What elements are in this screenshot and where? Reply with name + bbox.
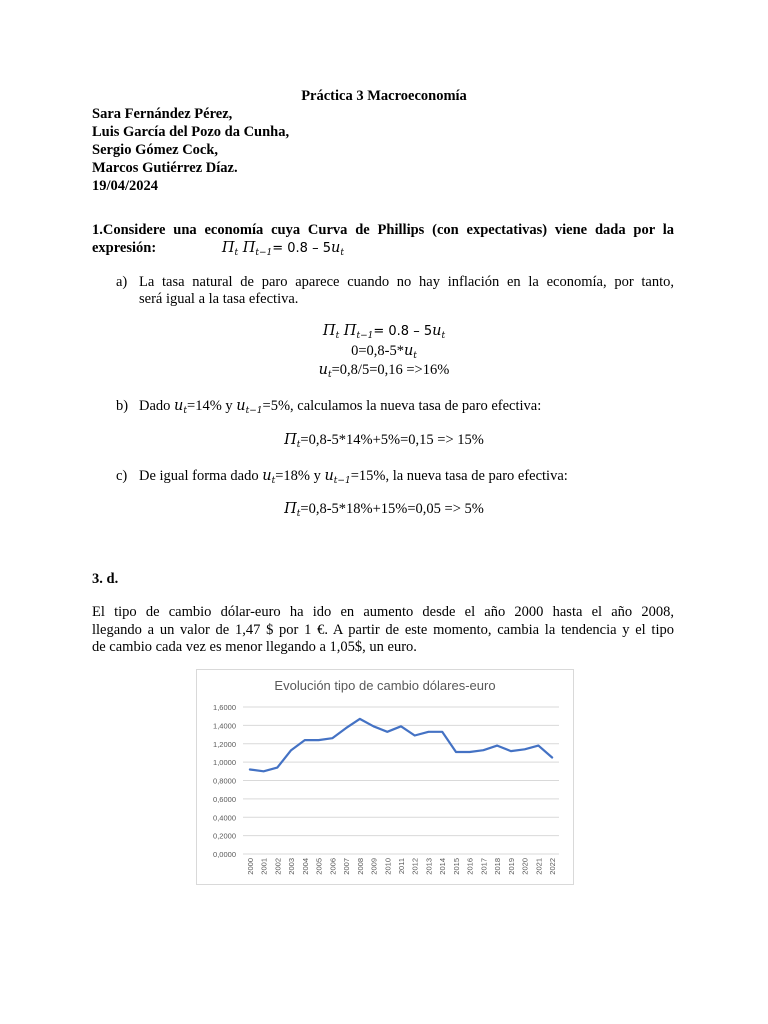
data-point	[304, 739, 306, 741]
author-name: Marcos Gutiérrez Díaz.	[92, 160, 238, 176]
data-point	[400, 725, 402, 727]
author-name: Sergio Gómez Cock,	[92, 142, 219, 158]
x-tick-label: 2011	[397, 858, 406, 875]
x-tick-label: 2020	[520, 858, 530, 875]
data-point	[538, 745, 540, 747]
x-tick-label: 2021	[534, 858, 544, 875]
chart-plot	[197, 670, 573, 884]
phillips-formula: $\Pi_t$ $\Pi_{t-1}= 0.8 - 5u_t$	[221, 240, 344, 258]
data-point	[510, 750, 512, 752]
data-point	[332, 737, 334, 739]
data-point	[496, 745, 498, 747]
q1-a-line2: será igual a la tasa efectiva.	[139, 291, 299, 307]
x-tick-label: 2014	[438, 858, 448, 875]
q1-b-eq: $\Pi_t=0,8-5*14\%+5\%=0,15 => 15\%$	[284, 432, 484, 450]
data-point	[414, 735, 416, 737]
data-point	[551, 757, 553, 759]
data-point	[277, 767, 279, 769]
q1-a-eq2: $0=0,8-5*u_t$	[351, 343, 417, 361]
x-tick-label: 2017	[479, 858, 489, 875]
q3-para-line2: llegando a un valor de 1,47 $ por 1 €. A partir de este momento, cambia la tendencia y el tipo	[92, 622, 674, 638]
q3-para-line3: de cambio cada vez es menor llegando a 1,05$, un euro.	[92, 639, 417, 655]
x-tick-label: 2019	[506, 858, 516, 875]
q1-intro-line2	[92, 240, 344, 258]
data-point	[345, 727, 347, 729]
y-tick-label: 1,2000	[213, 739, 236, 749]
x-tick-label: 2008	[355, 858, 365, 875]
data-point	[455, 751, 457, 753]
x-tick-label: 2006	[328, 858, 338, 875]
x-tick-label: 2016	[465, 858, 475, 875]
data-point	[441, 731, 443, 733]
q1-c-eq: $\Pi_t=0,8-5*18\%+15\%=0,05 => 5\%$	[284, 501, 484, 519]
x-tick-label: 2004	[300, 858, 310, 875]
data-point	[263, 771, 265, 773]
y-tick-label: 0,0000	[213, 850, 236, 859]
q1-intro-label: expresión:	[92, 240, 157, 256]
data-point	[290, 749, 292, 751]
page-title: Práctica 3 Macroeconomía	[301, 88, 467, 104]
document-date: 19/04/2024	[92, 178, 159, 194]
data-point	[524, 748, 526, 750]
y-tick-label: 1,0000	[213, 758, 236, 768]
data-point	[249, 769, 251, 771]
x-tick-label: 2018	[493, 858, 503, 875]
x-tick-label: 2003	[287, 858, 297, 875]
x-tick-label: 2000	[245, 858, 255, 875]
x-tick-label: 2010	[383, 858, 393, 875]
data-point	[386, 731, 388, 733]
y-tick-label: 0,8000	[213, 776, 236, 786]
y-tick-label: 1,4000	[213, 721, 236, 731]
data-point	[318, 739, 320, 741]
q1-a-line1: La tasa natural de paro aparece cuando no hay inflación en la economía, por tanto,	[139, 274, 674, 290]
q1-c-marker: c)	[116, 468, 128, 484]
q3-para-line1: El tipo de cambio dólar-euro ha ido en aumento desde el año 2000 hasta el año 2008,	[92, 604, 674, 620]
data-point	[469, 751, 471, 753]
exchange-rate-chart	[196, 669, 574, 885]
x-tick-label: 2012	[410, 858, 420, 875]
x-tick-label: 2009	[369, 858, 379, 875]
y-tick-label: 0,6000	[213, 794, 236, 804]
q1-a-eq1: $\Pi_t$ $\Pi_{t-1}= 0.8 - 5u_t$	[322, 323, 446, 341]
x-tick-label: 2022	[548, 858, 558, 875]
chart-title: Evolución tipo de cambio dólares-euro	[274, 678, 496, 693]
x-tick-label: 2002	[273, 858, 283, 875]
q1-a-eq3: $u_t=0,8/5=0,16 =>16\%$	[318, 362, 450, 380]
author-name: Luis García del Pozo da Cunha,	[92, 124, 290, 140]
q3-heading: 3. d.	[92, 571, 119, 587]
data-point	[428, 731, 430, 733]
q1-a-marker: a)	[116, 274, 128, 290]
y-tick-label: 1,6000	[213, 703, 236, 712]
author-name: Sara Fernández Pérez,	[92, 106, 233, 122]
q1-b-marker: b)	[116, 398, 129, 414]
q1-intro-line1: 1.Considere una economía cuya Curva de Phillips (con expectativas) viene dada por la	[92, 222, 674, 238]
x-tick-label: 2007	[342, 858, 352, 875]
data-point	[373, 725, 375, 727]
x-tick-label: 2001	[259, 858, 269, 875]
q1-c-text: De igual forma dado $u_t=18\%$ y $u_{t-1}=15\%$, la nueva tasa de paro efectiva:	[139, 468, 568, 486]
x-tick-label: 2005	[314, 858, 324, 875]
x-tick-label: 2015	[451, 858, 461, 875]
data-point	[359, 718, 361, 720]
data-point	[483, 749, 485, 751]
y-tick-label: 0,4000	[213, 813, 236, 823]
x-tick-label: 2013	[424, 858, 434, 875]
y-tick-label: 0,2000	[213, 831, 236, 841]
authors-block	[92, 105, 289, 195]
q1-b-text: Dado $u_t=14\%$ y $u_{t-1}=5\%$, calculamos la nueva tasa de paro efectiva:	[139, 398, 542, 416]
